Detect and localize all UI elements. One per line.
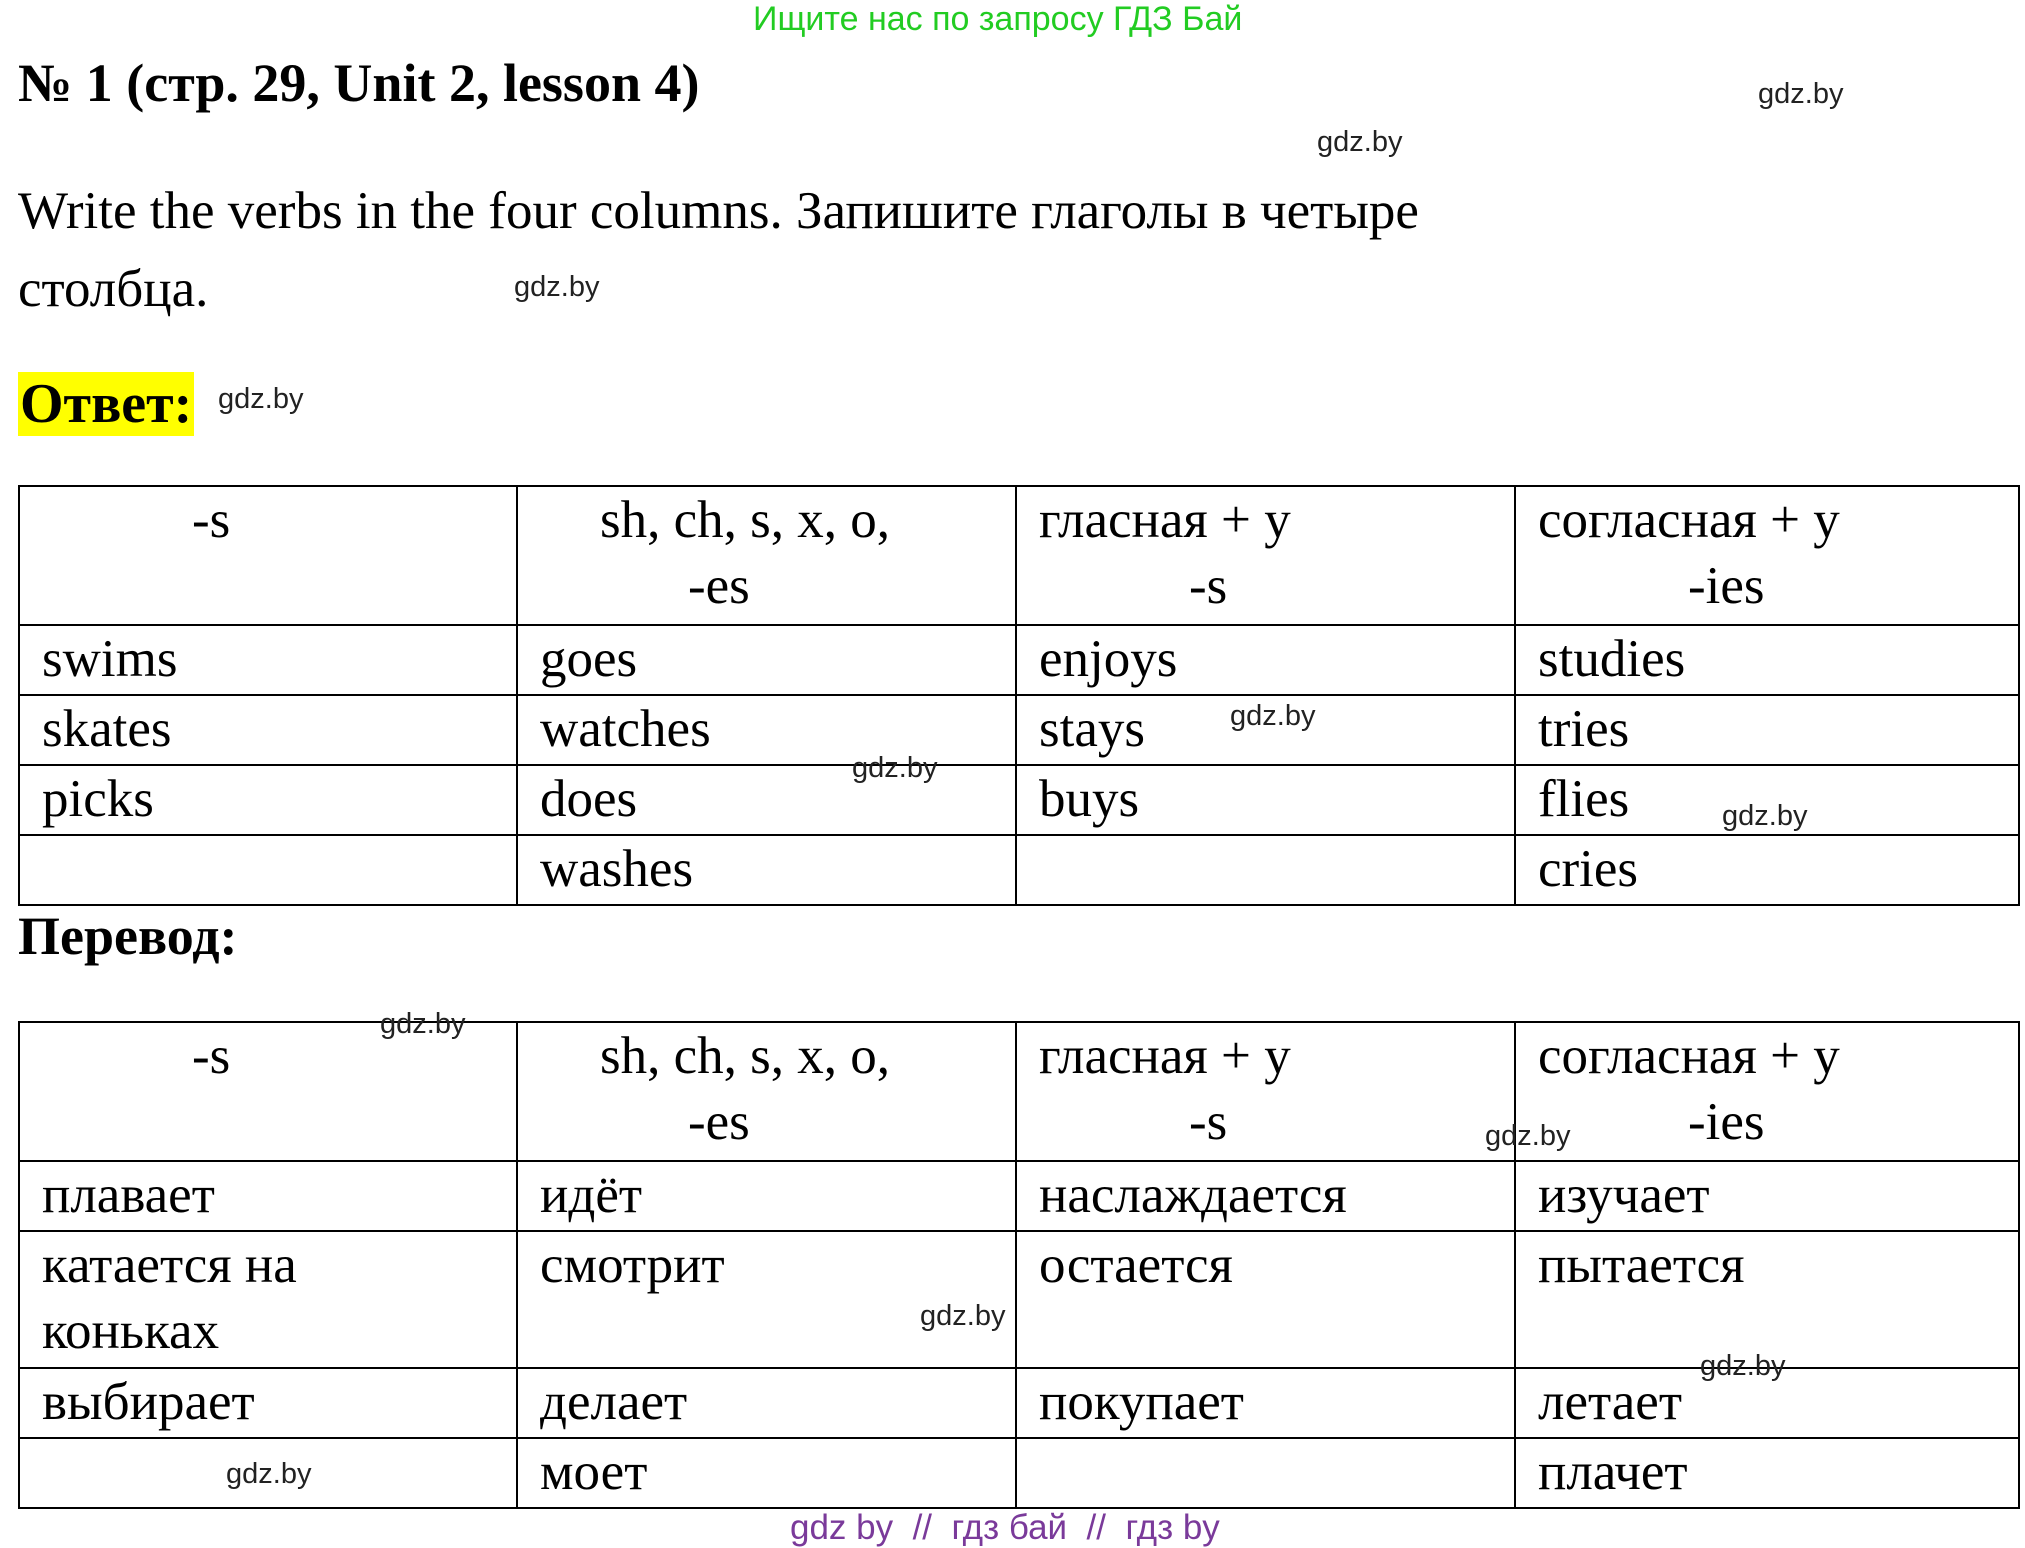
table-cell: does: [517, 765, 1016, 835]
header-cell: гласная + y -s: [1016, 486, 1515, 625]
answer-table: [18, 485, 2020, 906]
table-cell: washes: [517, 835, 1016, 905]
table-cell: выбирает: [19, 1368, 517, 1438]
header-cell: согласная + y -ies: [1515, 486, 2019, 625]
search-banner: Ищите нас по запросу ГДЗ Бай: [753, 0, 1243, 38]
table-row: [19, 1231, 2019, 1368]
watermark: gdz.by: [1317, 126, 1403, 158]
table-cell: swims: [19, 625, 517, 695]
table-cell: плачет: [1515, 1438, 2019, 1508]
table-cell: плавает: [19, 1161, 517, 1231]
table-cell: tries: [1515, 695, 2019, 765]
table-header-row: [19, 486, 2019, 625]
header-cell: sh, ch, s, x, o, -es: [517, 486, 1016, 625]
table-cell: goes: [517, 625, 1016, 695]
watermark: gdz.by: [852, 752, 938, 784]
table-cell: смотрит: [517, 1231, 1016, 1368]
table-row: [19, 835, 2019, 905]
table-cell: studies: [1515, 625, 2019, 695]
watermark: gdz.by: [1230, 700, 1316, 732]
table-row: [19, 695, 2019, 765]
table-cell: изучает: [1515, 1161, 2019, 1231]
header-cell: -s: [19, 1022, 517, 1161]
watermark: gdz.by: [226, 1458, 312, 1490]
answer-label: Ответ:: [20, 373, 193, 435]
table-cell: cries: [1515, 835, 2019, 905]
watermark: gdz.by: [920, 1300, 1006, 1332]
watermark: gdz.by: [1700, 1350, 1786, 1382]
header-cell: гласная + y -s: [1016, 1022, 1515, 1161]
table-cell: [1016, 835, 1515, 905]
table-cell: идёт: [517, 1161, 1016, 1231]
exercise-title: № 1 (стр. 29, Unit 2, lesson 4): [18, 53, 700, 113]
table-cell: делает: [517, 1368, 1016, 1438]
watermark: gdz.by: [218, 383, 304, 415]
table-cell: stays: [1016, 695, 1515, 765]
translation-table: [18, 1021, 2020, 1509]
table-cell: enjoys: [1016, 625, 1515, 695]
table-cell: летает: [1515, 1368, 2019, 1438]
task-text: Write the verbs in the four columns. Запишите глаголы в четыре столбца.: [18, 182, 1419, 318]
table-cell: [19, 835, 517, 905]
table-cell: пытается: [1515, 1231, 2019, 1368]
watermark: gdz.by: [1485, 1120, 1571, 1152]
watermark: gdz.by: [1722, 800, 1808, 832]
table-row: [19, 625, 2019, 695]
table-header-row: [19, 1022, 2019, 1161]
table-row: [19, 1438, 2019, 1508]
watermark: gdz.by: [1758, 78, 1844, 110]
watermark: gdz.by: [380, 1008, 466, 1040]
translation-label: Перевод:: [18, 906, 238, 966]
table-row: [19, 1161, 2019, 1231]
table-cell: покупает: [1016, 1368, 1515, 1438]
table-cell: skates: [19, 695, 517, 765]
watermark: gdz.by: [514, 271, 600, 303]
table-cell: наслаждается: [1016, 1161, 1515, 1231]
table-cell: buys: [1016, 765, 1515, 835]
table-cell: остается: [1016, 1231, 1515, 1368]
table-cell: моет: [517, 1438, 1016, 1508]
table-cell: катается на коньках: [19, 1231, 517, 1368]
table-cell: picks: [19, 765, 517, 835]
table-cell: watches: [517, 695, 1016, 765]
header-cell: sh, ch, s, x, o, -es: [517, 1022, 1016, 1161]
table-cell: [1016, 1438, 1515, 1508]
footer-links[interactable]: gdz by // гдз бай // гдз by: [790, 1508, 1220, 1547]
header-cell: согласная + y -ies: [1515, 1022, 2019, 1161]
table-cell: flies: [1515, 765, 2019, 835]
header-cell: -s: [19, 486, 517, 625]
table-row: [19, 765, 2019, 835]
